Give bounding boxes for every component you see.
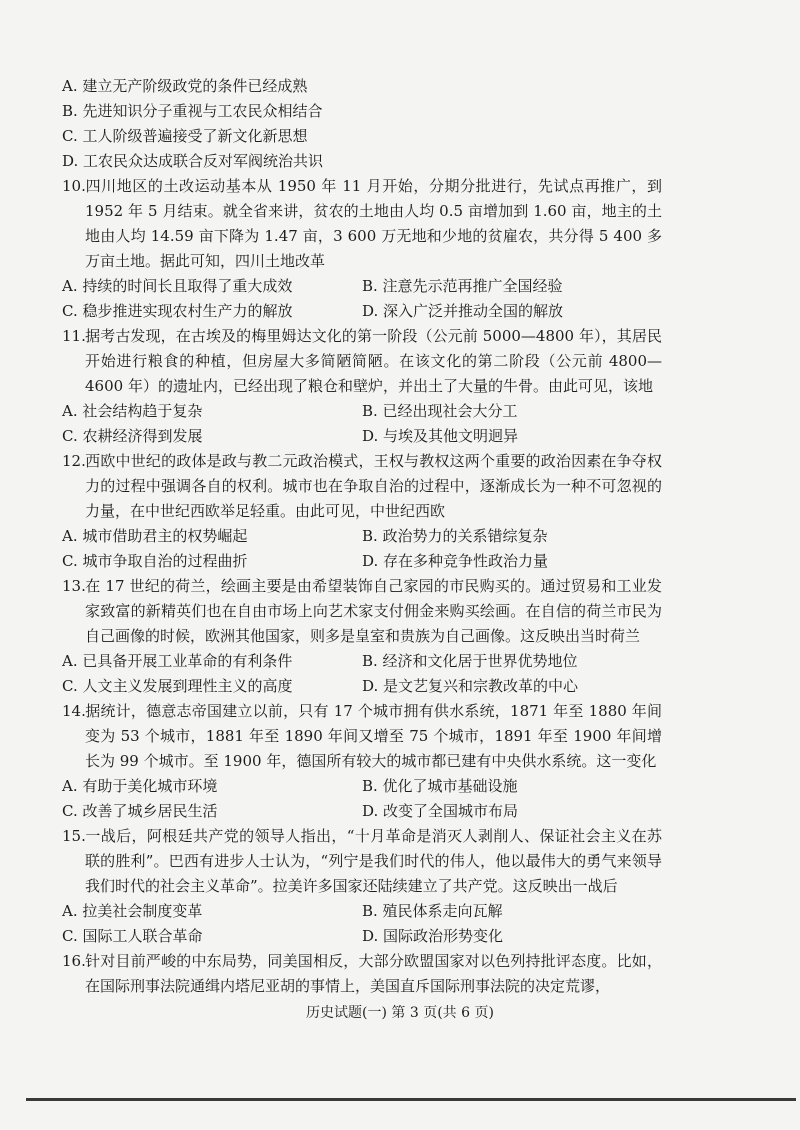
option: A. 已具备开展工业革命的有利条件 [62,652,293,670]
exam-page [62,74,662,999]
option: C. 农耕经济得到发展 [62,427,203,445]
option: B. 殖民体系走向瓦解 [362,902,503,920]
question-stem [62,449,662,524]
question-number: 10. [62,177,86,195]
question-13 [62,574,662,699]
option: A. 有助于美化城市环境 [62,777,218,795]
option: C. 工人阶级普遍接受了新文化新思想 [62,127,308,145]
option-row [62,899,662,924]
question-number: 15. [62,827,86,845]
option-row [62,524,662,549]
option: D. 与埃及其他文明迥异 [362,427,519,445]
option-row [62,274,662,299]
option: D. 是文艺复兴和宗教改革的中心 [362,677,579,695]
option: C. 稳步推进实现农村生产力的解放 [62,302,293,320]
prev-question-options [62,74,662,174]
question-number: 14. [62,702,86,720]
option: B. 经济和文化居于世界优势地位 [362,652,578,670]
option: C. 城市争取自治的过程曲折 [62,552,248,570]
option-row [62,399,662,424]
question-number: 16. [62,952,86,970]
option-row [62,774,662,799]
option: B. 先进知识分子重视与工农民众相结合 [62,102,323,120]
option: D. 深入广泛并推动全国的解放 [362,302,564,320]
option: A. 持续的时间长且取得了重大成效 [62,277,293,295]
option: A. 拉美社会制度变革 [62,902,203,920]
question-14 [62,699,662,824]
question-number: 12. [62,452,86,470]
question-text: 针对目前严峻的中东局势，同美国相反，大部分欧盟国家对以色列持批评态度。比如，在国际刑事法院通缉内塔尼亚胡的事情上，美国直斥国际刑事法院的决定荒谬， [85,952,662,995]
question-stem [62,699,662,774]
option: B. 注意先示范再推广全国经验 [362,277,563,295]
option: A. 建立无产阶级政党的条件已经成熟 [62,77,308,95]
question-text: 四川地区的土改运动基本从 1950 年 11 月开始，分期分批进行，先试点再推广，到 1952 年 5 月结束。就全省来讲，贫农的土地由人均 0.5 亩增加到 1.60 亩，地主的土地由人均 14.59 亩下降为 1.47 亩，3 600 万无地和少地的贫雇农，共分得 5 400 多万亩土地。据此可知，四川土地改革 [85,177,662,270]
option-row [62,674,662,699]
question-number: 13. [62,577,86,595]
question-stem [62,174,662,274]
question-10 [62,174,662,324]
option: C. 国际工人联合革命 [62,927,203,945]
option-row [62,424,662,449]
option-row [62,299,662,324]
question-list [62,174,662,999]
option-row [62,924,662,949]
question-stem [62,324,662,399]
bottom-rule [26,1098,796,1101]
question-text: 一战后，阿根廷共产党的领导人指出，“十月革命是消灭人剥削人、保证社会主义在苏联的胜利”。巴西有进步人士认为，“列宁是我们时代的伟人，他以最伟大的勇气来领导我们时代的社会主义革命”。拉美许多国家还陆续建立了共产党。这反映出一战后 [85,827,662,895]
option: C. 人文主义发展到理性主义的高度 [62,677,293,695]
option: D. 工农民众达成联合反对军阀统治共识 [62,152,324,170]
question-text: 西欧中世纪的政体是政与教二元政治模式，王权与教权这两个重要的政治因素在争夺权力的过程中强调各自的权利。城市也在争取自治的过程中，逐渐成长为一种不可忽视的力量，在中世纪西欧举足轻重。由此可见，中世纪西欧 [85,452,662,520]
question-stem [62,824,662,899]
question-11 [62,324,662,449]
option-row [62,549,662,574]
option: D. 改变了全国城市布局 [362,802,519,820]
question-text: 据考古发现，在古埃及的梅里姆达文化的第一阶段（公元前 5000—4800 年），其居民开始进行粮食的种植，但房屋大多简陋简陋。在该文化的第二阶段（公元前 4800—4600 年）的遗址内，已经出现了粮仓和壁炉，并出土了大量的牛骨。由此可见，该地 [85,327,662,395]
option-row [62,649,662,674]
question-text: 据统计，德意志帝国建立以前，只有 17 个城市拥有供水系统，1871 年至 1880 年间变为 53 个城市，1881 年至 1890 年间又增至 75 个城市，1891 年至 1900 年间增长为 99 个城市。至 1900 年，德国所有较大的城市都已建有中央供水系统。这一变化 [85,702,662,770]
question-16 [62,949,662,999]
option: B. 政治势力的关系错综复杂 [362,527,548,545]
question-12 [62,449,662,574]
option: B. 优化了城市基础设施 [362,777,518,795]
option: D. 国际政治形势变化 [362,927,504,945]
question-number: 11. [62,327,86,345]
option-row [62,799,662,824]
page-footer: 历史试题(一) 第 3 页(共 6 页) [306,1005,494,1021]
option: B. 已经出现社会大分工 [362,402,518,420]
option: A. 社会结构趋于复杂 [62,402,203,420]
option: C. 改善了城乡居民生活 [62,802,218,820]
option: A. 城市借助君主的权势崛起 [62,527,248,545]
question-stem [62,949,662,999]
question-stem [62,574,662,649]
question-15 [62,824,662,949]
question-text: 在 17 世纪的荷兰，绘画主要是由希望装饰自己家园的市民购买的。通过贸易和工业发家致富的新精英们也在自由市场上向艺术家支付佣金来购买绘画。在自信的荷兰市民为自己画像的时候，欧洲其他国家，则多是皇室和贵族为自己画像。这反映出当时荷兰 [85,577,662,645]
option: D. 存在多种竞争性政治力量 [362,552,549,570]
